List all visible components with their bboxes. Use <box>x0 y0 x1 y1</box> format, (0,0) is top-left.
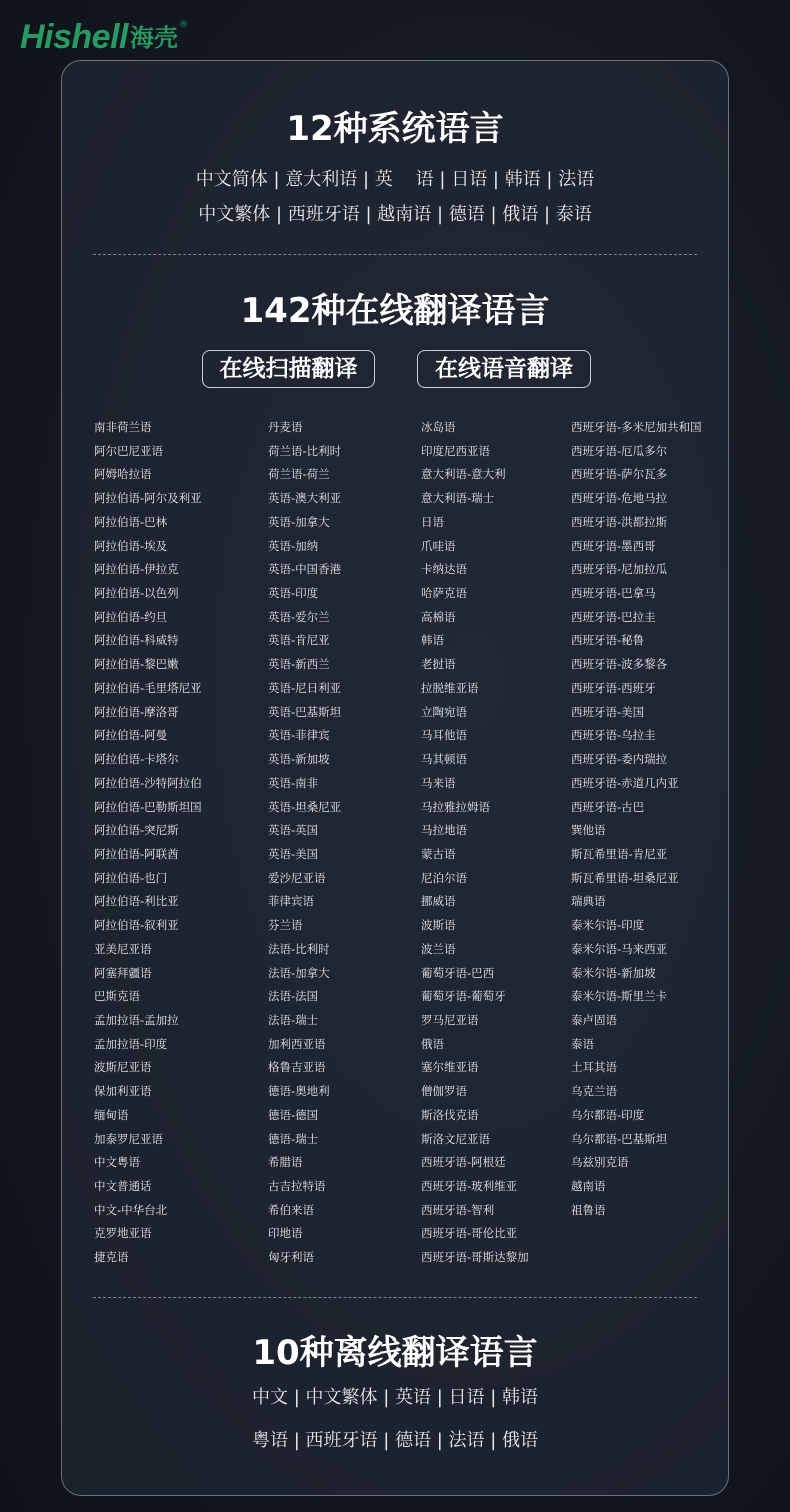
language-item: 西班牙语-多米尼加共和国 <box>571 420 702 434</box>
language-item: 荷兰语-荷兰 <box>268 467 330 482</box>
language-item: 芬兰语 <box>268 918 303 933</box>
language-item: 阿拉伯语-也门 <box>94 870 168 885</box>
language-item: 马耳他语 <box>421 728 467 743</box>
language-item: 西班牙语-秘鲁 <box>571 633 645 648</box>
language-item: 西班牙语-哥斯达黎加 <box>421 1250 529 1265</box>
language-item: 中文普通话 <box>94 1179 152 1193</box>
language-item: 英语-加纳 <box>268 538 319 553</box>
language-item: 拉脱维亚语 <box>421 680 479 695</box>
language-item: 孟加拉语-孟加拉 <box>94 1012 179 1027</box>
language-item: 英语-坦桑尼亚 <box>268 799 342 814</box>
language-item: 斯洛文尼亚语 <box>421 1131 490 1146</box>
language-item: 越南语 <box>571 1179 606 1193</box>
language-item: 西班牙语-巴拿马 <box>571 586 656 601</box>
language-item: 南非荷兰语 <box>94 420 152 434</box>
language-item: 老挝语 <box>421 657 456 672</box>
language-item: 加泰罗尼亚语 <box>94 1131 163 1146</box>
language-item: 中文粤语 <box>94 1155 140 1170</box>
language-item: 孟加拉语-印度 <box>94 1036 168 1051</box>
language-item: 阿拉伯语-巴勒斯坦国 <box>94 799 202 814</box>
language-item: 斯瓦希里语-肯尼亚 <box>571 846 668 861</box>
brand-name-en: Hishell <box>20 18 128 56</box>
language-item: 法语-加拿大 <box>268 965 330 980</box>
language-column-3 <box>421 416 581 1270</box>
language-item: 印地语 <box>268 1226 303 1241</box>
language-item: 卡纳达语 <box>421 562 467 577</box>
language-item: 西班牙语-哥伦比亚 <box>421 1226 518 1241</box>
language-item: 爪哇语 <box>421 538 456 553</box>
offline-translation-title: 10种离线翻译语言 <box>252 1333 538 1373</box>
language-item: 英语-南非 <box>268 775 319 790</box>
language-item: 塞尔维亚语 <box>421 1060 479 1075</box>
language-item: 土耳其语 <box>571 1060 617 1075</box>
language-item: 阿拉伯语-以色列 <box>94 586 179 601</box>
language-item: 法语-比利时 <box>268 941 330 956</box>
language-item: 马拉雅拉姆语 <box>421 799 490 814</box>
online-translation-title: 142种在线翻译语言 <box>240 291 550 331</box>
language-item: 希腊语 <box>268 1155 303 1170</box>
system-languages-title: 12种系统语言 <box>286 109 504 149</box>
language-item: 阿尔巴尼亚语 <box>94 443 163 458</box>
language-item: 西班牙语-委内瑞拉 <box>571 752 668 767</box>
language-item: 英语-爱尔兰 <box>268 609 330 624</box>
online-scan-translation-button[interactable]: 在线扫描翻译 <box>202 350 375 388</box>
language-item: 英语-英国 <box>268 823 319 838</box>
language-item: 英语-中国香港 <box>268 562 342 577</box>
language-item: 英语-菲律宾 <box>268 728 330 743</box>
language-item: 泰米尔语-斯里兰卡 <box>571 989 668 1004</box>
language-item: 阿拉伯语-巴林 <box>94 514 168 529</box>
language-item: 阿拉伯语-摩洛哥 <box>94 704 179 719</box>
language-item: 德语-瑞士 <box>268 1131 319 1146</box>
language-item: 德语-奥地利 <box>268 1084 330 1099</box>
language-item: 乌兹别克语 <box>571 1155 629 1170</box>
offline-languages-line-1: 中文 | 中文繁体 | 英语 | 日语 | 韩语 <box>251 1387 539 1408</box>
language-item: 西班牙语-智利 <box>421 1202 495 1217</box>
language-item: 西班牙语-乌拉圭 <box>571 728 656 743</box>
language-item: 英语-美国 <box>268 846 319 861</box>
language-item: 阿拉伯语-约旦 <box>94 609 168 624</box>
language-item: 加利西亚语 <box>268 1036 326 1051</box>
language-item: 阿塞拜疆语 <box>94 965 152 980</box>
language-item: 菲律宾语 <box>268 894 314 909</box>
language-item: 格鲁吉亚语 <box>268 1060 326 1075</box>
system-languages-line-1: 中文简体 | 意大利语 | 英 语 | 日语 | 韩语 | 法语 <box>195 169 595 190</box>
online-voice-translation-button[interactable]: 在线语音翻译 <box>417 350 591 388</box>
language-item: 俄语 <box>421 1036 444 1051</box>
language-item: 西班牙语-阿根廷 <box>421 1155 506 1170</box>
language-column-4 <box>571 416 714 1222</box>
language-item: 爱沙尼亚语 <box>268 870 326 885</box>
language-item: 泰米尔语-印度 <box>571 918 645 933</box>
online-language-list <box>94 416 714 1266</box>
language-item: 英语-加拿大 <box>268 514 330 529</box>
language-item: 阿拉伯语-阿尔及利亚 <box>94 491 202 506</box>
language-item: 古吉拉特语 <box>268 1179 326 1193</box>
language-item: 马来语 <box>421 775 456 790</box>
language-item: 日语 <box>421 514 444 529</box>
language-item: 乌尔都语-巴基斯坦 <box>571 1131 668 1146</box>
language-item: 乌尔都语-印度 <box>571 1107 645 1122</box>
language-item: 法语-法国 <box>268 989 319 1004</box>
language-item: 泰米尔语-马来西亚 <box>571 941 668 956</box>
language-item: 英语-澳大利亚 <box>268 491 342 506</box>
language-item: 西班牙语-波多黎各 <box>571 657 668 672</box>
language-item: 亚美尼亚语 <box>94 941 152 956</box>
language-item: 匈牙利语 <box>268 1250 314 1265</box>
language-item: 缅甸语 <box>94 1107 129 1122</box>
registered-mark: ® <box>178 20 188 30</box>
language-item: 斯瓦希里语-坦桑尼亚 <box>571 870 679 885</box>
language-item: 泰米尔语-新加坡 <box>571 965 656 980</box>
language-item: 阿拉伯语-毛里塔尼亚 <box>94 680 202 695</box>
language-item: 丹麦语 <box>268 420 303 434</box>
language-item: 蒙古语 <box>421 846 456 861</box>
language-item: 挪威语 <box>421 894 456 909</box>
language-item: 印度尼西亚语 <box>421 443 490 458</box>
brand-name-cn: 海壳 <box>129 24 178 52</box>
language-item: 英语-尼日利亚 <box>268 680 342 695</box>
language-item: 意大利语-瑞士 <box>421 491 495 506</box>
language-item: 立陶宛语 <box>421 704 467 719</box>
language-item: 阿拉伯语-利比亚 <box>94 894 179 909</box>
language-item: 法语-瑞士 <box>268 1012 319 1027</box>
language-item: 克罗地亚语 <box>94 1226 152 1241</box>
language-item: 阿姆哈拉语 <box>94 467 152 482</box>
language-item: 阿拉伯语-伊拉克 <box>94 562 179 577</box>
language-item: 阿拉伯语-卡塔尔 <box>94 752 179 767</box>
language-item: 乌克兰语 <box>571 1084 617 1099</box>
language-item: 荷兰语-比利时 <box>268 443 342 458</box>
language-item: 西班牙语-玻利维亚 <box>421 1179 518 1193</box>
language-item: 阿拉伯语-黎巴嫩 <box>94 657 179 672</box>
language-item: 英语-肯尼亚 <box>268 633 330 648</box>
language-item: 捷克语 <box>94 1250 129 1265</box>
section-divider <box>93 254 697 255</box>
language-item: 马拉地语 <box>421 823 467 838</box>
language-item: 哈萨克语 <box>421 586 467 601</box>
language-item: 葡萄牙语-葡萄牙 <box>421 989 506 1004</box>
language-item: 泰卢固语 <box>571 1012 617 1027</box>
language-item: 罗马尼亚语 <box>421 1012 479 1027</box>
language-item: 西班牙语-西班牙 <box>571 680 656 695</box>
language-item: 德语-德国 <box>268 1107 319 1122</box>
language-item: 阿拉伯语-叙利亚 <box>94 918 179 933</box>
language-item: 西班牙语-赤道几内亚 <box>571 775 679 790</box>
language-item: 西班牙语-墨西哥 <box>571 538 656 553</box>
language-item: 高棉语 <box>421 609 456 624</box>
language-item: 葡萄牙语-巴西 <box>421 965 495 980</box>
offline-languages-line-2: 粤语 | 西班牙语 | 德语 | 法语 | 俄语 <box>251 1430 539 1451</box>
language-item: 阿拉伯语-阿联酋 <box>94 846 179 861</box>
language-item: 意大利语-意大利 <box>421 467 506 482</box>
language-item: 西班牙语-美国 <box>571 704 645 719</box>
language-item: 西班牙语-厄瓜多尔 <box>571 443 668 458</box>
language-item: 波兰语 <box>421 941 456 956</box>
language-item: 冰岛语 <box>421 420 456 434</box>
language-item: 西班牙语-巴拉圭 <box>571 609 656 624</box>
language-item: 英语-巴基斯坦 <box>268 704 342 719</box>
language-item: 韩语 <box>421 633 444 648</box>
language-item: 巴斯克语 <box>94 989 140 1004</box>
language-item: 阿拉伯语-阿曼 <box>94 728 168 743</box>
system-languages-line-2: 中文繁体 | 西班牙语 | 越南语 | 德语 | 俄语 | 泰语 <box>198 204 592 225</box>
section-divider <box>93 1297 697 1298</box>
language-item: 西班牙语-古巴 <box>571 799 645 814</box>
language-item: 阿拉伯语-埃及 <box>94 538 168 553</box>
language-item: 祖鲁语 <box>571 1202 606 1217</box>
brand-logo <box>20 18 188 58</box>
language-item: 尼泊尔语 <box>421 870 467 885</box>
language-item: 波斯尼亚语 <box>94 1060 152 1075</box>
language-item: 英语-新加坡 <box>268 752 330 767</box>
language-item: 阿拉伯语-突尼斯 <box>94 823 179 838</box>
language-item: 波斯语 <box>421 918 456 933</box>
language-item: 英语-新西兰 <box>268 657 330 672</box>
language-item: 英语-印度 <box>268 586 319 601</box>
language-item: 斯洛伐克语 <box>421 1107 479 1122</box>
language-item: 保加利亚语 <box>94 1084 152 1099</box>
language-item: 西班牙语-洪都拉斯 <box>571 514 668 529</box>
language-item: 阿拉伯语-科威特 <box>94 633 179 648</box>
language-item: 瑞典语 <box>571 894 606 909</box>
language-column-1 <box>94 416 254 1270</box>
languages-card <box>61 60 729 1496</box>
language-column-2 <box>268 416 428 1270</box>
language-item: 僧伽罗语 <box>421 1084 467 1099</box>
language-item: 西班牙语-危地马拉 <box>571 491 668 506</box>
language-item: 阿拉伯语-沙特阿拉伯 <box>94 775 202 790</box>
language-item: 泰语 <box>571 1036 594 1051</box>
language-item: 西班牙语-尼加拉瓜 <box>571 562 668 577</box>
language-item: 西班牙语-萨尔瓦多 <box>571 467 668 482</box>
language-item: 中文-中华台北 <box>94 1202 168 1217</box>
language-item: 马其顿语 <box>421 752 467 767</box>
language-item: 巽他语 <box>571 823 606 838</box>
language-item: 希伯来语 <box>268 1202 314 1217</box>
